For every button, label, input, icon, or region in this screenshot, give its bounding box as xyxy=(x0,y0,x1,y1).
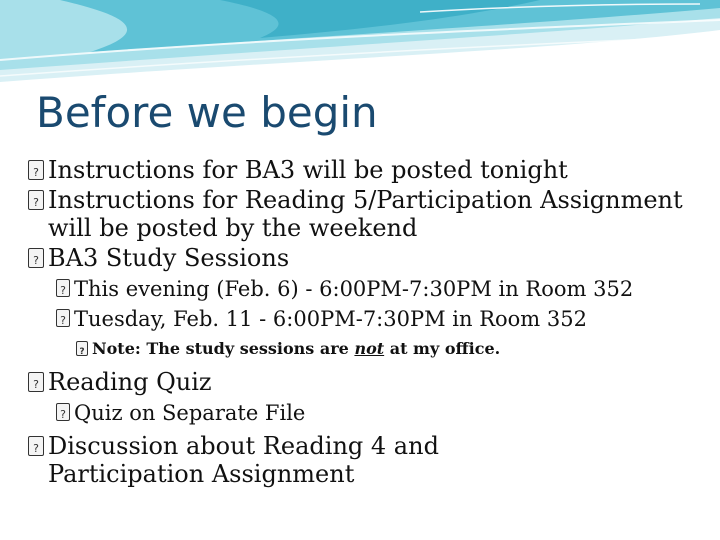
note-text xyxy=(92,338,698,360)
bullet-text: Instructions for BA3 will be posted tonight xyxy=(48,156,568,184)
sub-bullet-text: Quiz on Separate File xyxy=(74,401,306,425)
bullet-item xyxy=(28,244,698,272)
missing-glyph-bullet-icon xyxy=(76,341,88,356)
missing-glyph-bullet-icon xyxy=(56,403,70,421)
bullet-item xyxy=(28,432,698,488)
missing-glyph-bullet-icon xyxy=(28,436,44,456)
missing-glyph-bullet-icon xyxy=(56,309,70,327)
bullet-item xyxy=(28,186,698,242)
header-wave-decoration xyxy=(0,0,720,100)
sub-bullet-item xyxy=(56,306,698,332)
note-text-post: at my office. xyxy=(384,339,501,358)
missing-glyph-bullet-icon xyxy=(56,279,70,297)
bullet-text: Instructions for Reading 5/Participation Assignment will be posted by the weekend xyxy=(48,186,683,242)
slide-title: Before we begin xyxy=(36,88,378,137)
missing-glyph-bullet-icon xyxy=(28,372,44,392)
bullet-text: BA3 Study Sessions xyxy=(48,244,290,272)
bullet-text: Reading Quiz xyxy=(48,368,212,396)
sub-bullet-item xyxy=(56,276,698,302)
missing-glyph-bullet-icon xyxy=(28,190,44,210)
bullet-item xyxy=(28,156,698,184)
sub-bullet-item xyxy=(56,400,698,426)
note-bullet-item xyxy=(76,338,698,360)
missing-glyph-bullet-icon xyxy=(28,248,44,268)
bullet-text: Discussion about Reading 4 and Participation Assignment xyxy=(48,432,439,488)
note-emphasis: not xyxy=(354,339,385,358)
sub-bullet-text: This evening (Feb. 6) - 6:00PM-7:30PM in Room 352 xyxy=(74,277,634,301)
sub-bullet-text: Tuesday, Feb. 11 - 6:00PM-7:30PM in Room 352 xyxy=(74,307,587,331)
bullet-item xyxy=(28,368,698,396)
bullet-list xyxy=(28,154,698,488)
note-text-pre: Note: The study sessions are xyxy=(92,339,355,358)
missing-glyph-bullet-icon xyxy=(28,160,44,180)
